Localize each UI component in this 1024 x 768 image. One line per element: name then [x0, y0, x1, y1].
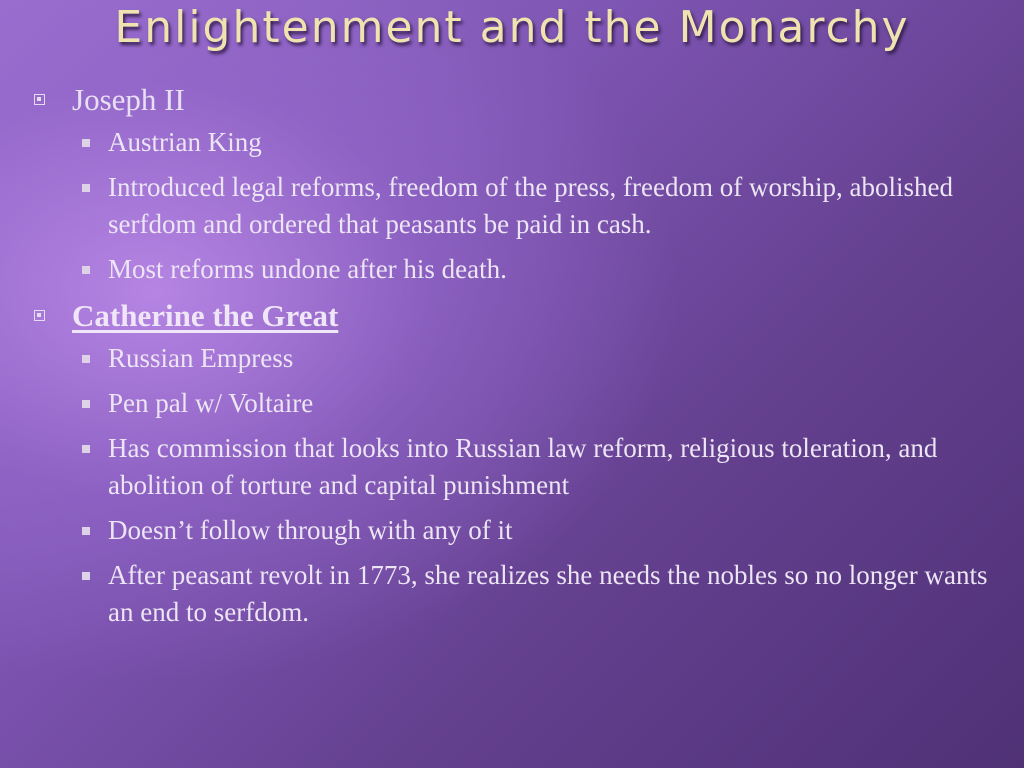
- list-item-text: Austrian King: [108, 127, 262, 157]
- small-square-bullet-icon: [82, 400, 90, 408]
- small-square-bullet-icon: [82, 139, 90, 147]
- square-bullet-icon: [34, 94, 45, 105]
- small-square-bullet-icon: [82, 445, 90, 453]
- square-bullet-icon: [34, 310, 45, 321]
- list-item: [30, 385, 1010, 422]
- small-square-bullet-icon: [82, 184, 90, 192]
- list-item-text: After peasant revolt in 1773, she realizes she needs the nobles so no longer wants an end to serfdom.: [108, 560, 988, 627]
- list-item: [30, 340, 1010, 377]
- list-item-text: Doesn’t follow through with any of it: [108, 515, 513, 545]
- section-heading-text: Joseph II: [72, 82, 185, 117]
- list-item-text: Most reforms undone after his death.: [108, 254, 507, 284]
- small-square-bullet-icon: [82, 572, 90, 580]
- small-square-bullet-icon: [82, 355, 90, 363]
- section-heading-text: Catherine the Great: [72, 298, 339, 333]
- slide-title: Enlightenment and the Monarchy: [114, 2, 910, 53]
- list-item: [30, 251, 1010, 288]
- list-item: [30, 512, 1010, 549]
- list-item: [30, 557, 1010, 631]
- list-item: [30, 124, 1010, 161]
- small-square-bullet-icon: [82, 527, 90, 535]
- slide-content: [30, 80, 1010, 639]
- section-heading-catherine: [30, 296, 1010, 336]
- list-item-text: Pen pal w/ Voltaire: [108, 388, 314, 418]
- list-item-text: Has commission that looks into Russian law reform, religious toleration, and abolition of torture and capital punishment: [108, 433, 938, 500]
- list-item: [30, 169, 1010, 243]
- list-item: [30, 430, 1010, 504]
- list-item-text: Russian Empress: [108, 343, 294, 373]
- list-item-text: Introduced legal reforms, freedom of the press, freedom of worship, abolished serfdom and ordered that peasants be paid in cash.: [108, 172, 953, 239]
- section-heading-joseph: [30, 80, 1010, 120]
- small-square-bullet-icon: [82, 266, 90, 274]
